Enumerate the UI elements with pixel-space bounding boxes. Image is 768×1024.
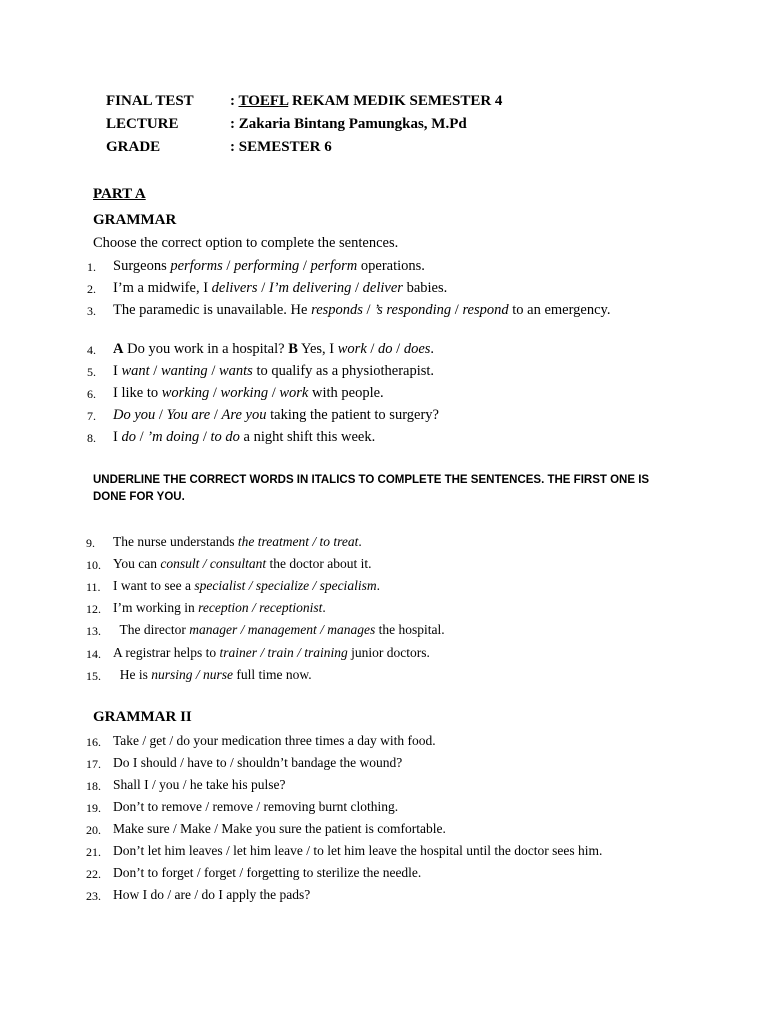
question-text: [113, 556, 633, 572]
lecture-label: LECTURE: [106, 116, 179, 132]
text-run: /: [299, 258, 311, 274]
text-run: I: [113, 363, 122, 379]
text-run: Do you work in a hospital?: [123, 341, 289, 357]
text-run: Shall I / you / he take his pulse?: [113, 777, 286, 792]
text-run: the doctor about it.: [266, 556, 372, 571]
question-text: [113, 534, 633, 550]
italic-option: nursing / nurse: [151, 667, 234, 682]
text-run: Don’t to remove / remove / removing burnt clothing.: [113, 799, 399, 814]
text-run: Yes, I: [297, 341, 338, 357]
text-run: to qualify as a physiotherapist.: [252, 363, 435, 379]
text-run: /: [207, 363, 219, 379]
question-text: [113, 302, 633, 318]
text-run: /: [209, 385, 221, 401]
text-run: junior doctors.: [347, 645, 430, 660]
italic-option: work: [279, 385, 309, 401]
question-number: 17.: [86, 757, 101, 771]
italic-option: manager / management / manages: [189, 622, 376, 637]
question-number: 15.: [86, 669, 101, 683]
text-run: /: [222, 258, 234, 274]
italic-option: reception / receptionist: [198, 600, 323, 615]
question-text: [113, 843, 713, 859]
question-text: [113, 258, 633, 274]
text-run: /: [392, 341, 404, 357]
text-run: babies.: [402, 280, 448, 296]
text-run: /: [351, 280, 363, 296]
question-text: [113, 799, 713, 815]
text-run: /: [149, 363, 161, 379]
italic-option: perform: [310, 258, 358, 274]
question-text: [113, 777, 713, 793]
question-text: [113, 622, 633, 638]
text-run: I: [113, 429, 122, 445]
final-test-rest: REKAM MEDIK SEMESTER 4: [288, 93, 503, 109]
italic-option: working: [220, 385, 269, 401]
question-text: [113, 733, 713, 749]
text-run: I like to: [113, 385, 162, 401]
text-run: full time now.: [233, 667, 312, 682]
italic-option: work: [337, 341, 367, 357]
question-text: [113, 865, 713, 881]
text-run: to an emergency.: [508, 302, 611, 318]
question-text: [113, 600, 633, 616]
text-run: How I do / are / do I apply the pads?: [113, 887, 311, 902]
final-test-label: FINAL TEST: [106, 93, 194, 109]
lecture-value: : Zakaria Bintang Pamungkas, M.Pd: [230, 116, 467, 132]
italic-option: to do: [210, 429, 240, 445]
text-run: a night shift this week.: [239, 429, 376, 445]
speaker-label: A: [113, 341, 124, 357]
question-number: 20.: [86, 823, 101, 837]
question-number: 23.: [86, 889, 101, 903]
text-run: .: [430, 341, 435, 357]
italic-option: the treatment / to treat: [237, 534, 359, 549]
text-run: Take / get / do your medication three times a day with food.: [113, 733, 436, 748]
text-run: /: [257, 280, 269, 296]
grade-label: GRADE: [106, 139, 161, 155]
text-run: the hospital.: [375, 622, 445, 637]
text-run: I’m working in: [113, 600, 199, 615]
text-run: /: [362, 302, 375, 318]
text-run: /: [210, 407, 222, 423]
italic-option: does: [403, 341, 431, 357]
question-number: 14.: [86, 647, 101, 661]
question-text: [113, 755, 713, 771]
question-number: 4.: [87, 343, 96, 357]
question-text: [113, 407, 633, 423]
final-test-value: [230, 93, 502, 110]
question-text: [113, 821, 713, 837]
question-number: 3.: [87, 304, 96, 318]
italic-option: respond: [462, 302, 509, 318]
question-text: [113, 645, 633, 661]
text-run: The director: [113, 622, 190, 637]
italic-option: working: [161, 385, 210, 401]
text-run: /: [155, 407, 167, 423]
question-text: [113, 429, 633, 445]
italic-option: performs: [170, 258, 223, 274]
question-number: 8.: [87, 431, 96, 445]
grammar-title: GRAMMAR: [93, 212, 177, 228]
grammar-ii-title: GRAMMAR II: [93, 709, 192, 725]
question-number: 18.: [86, 779, 101, 793]
italic-option: Do you: [113, 407, 156, 423]
italic-option: You are: [166, 407, 211, 423]
text-run: Do I should / have to / shouldn’t bandage the wound?: [113, 755, 403, 770]
italic-option: Are you: [221, 407, 267, 423]
text-run: A registrar helps to: [113, 645, 220, 660]
question-number: 5.: [87, 365, 96, 379]
italic-option: trainer / train / training: [219, 645, 348, 660]
speaker-label: B: [288, 341, 298, 357]
italic-option: want: [121, 363, 150, 379]
text-run: The nurse understands: [113, 534, 238, 549]
italic-option: deliver: [362, 280, 403, 296]
text-run: /: [199, 429, 211, 445]
question-number: 22.: [86, 867, 101, 881]
grammar-instruction: Choose the correct option to complete the sentences.: [93, 235, 399, 251]
text-run: Don’t to forget / forget / forgetting to sterilize the needle.: [113, 865, 422, 880]
question-number: 12.: [86, 602, 101, 616]
text-run: with people.: [308, 385, 384, 401]
text-run: .: [358, 534, 362, 549]
text-run: .: [322, 600, 326, 615]
question-text: [113, 341, 633, 357]
question-text: [113, 887, 713, 903]
question-number: 13.: [86, 624, 101, 638]
italic-option: I’m delivering: [268, 280, 352, 296]
toefl-word: TOEFL: [238, 93, 289, 109]
part-a-title: PART A: [93, 186, 146, 202]
italic-option: performing: [234, 258, 300, 274]
italic-option: consult / consultant: [160, 556, 267, 571]
text-run: Surgeons: [113, 258, 171, 274]
question-number: 11.: [86, 580, 101, 594]
grade-value: : SEMESTER 6: [230, 139, 332, 155]
text-run: /: [135, 429, 148, 445]
text-run: taking the patient to surgery?: [266, 407, 439, 423]
text-run: He is: [113, 667, 152, 682]
question-number: 19.: [86, 801, 101, 815]
question-number: 16.: [86, 735, 101, 749]
italic-option: do: [121, 429, 136, 445]
text-run: /: [268, 385, 280, 401]
question-text: [113, 385, 633, 401]
italic-option: wanting: [160, 363, 208, 379]
text-run: operations.: [357, 258, 425, 274]
question-number: 21.: [86, 845, 101, 859]
italic-option: wants: [218, 363, 253, 379]
text-run: I’m a midwife, I: [113, 280, 212, 296]
italic-option: delivers: [211, 280, 258, 296]
text-run: .: [376, 578, 380, 593]
italic-option: ’s responding: [374, 302, 452, 318]
question-number: 6.: [87, 387, 96, 401]
text-run: /: [366, 341, 379, 357]
italic-option: do: [378, 341, 393, 357]
question-text: [113, 667, 633, 683]
text-run: The paramedic is unavailable. He: [113, 302, 312, 318]
text-run: You can: [113, 556, 161, 571]
text-run: Make sure / Make / Make you sure the patient is comfortable.: [113, 821, 446, 836]
question-number: 2.: [87, 282, 96, 296]
underline-instruction: UNDERLINE THE CORRECT WORDS IN ITALICS TO COMPLETE THE SENTENCES. THE FIRST ONE IS DONE FOR YOU.: [93, 474, 650, 503]
text-run: Don’t let him leaves / let him leave / to let him leave the hospital until the doctor sees him.: [113, 843, 603, 858]
question-number: 1.: [87, 260, 96, 274]
final-test-prefix: :: [230, 93, 239, 109]
italic-option: responds: [311, 302, 363, 318]
question-text: [113, 280, 633, 296]
question-number: 10.: [86, 558, 101, 572]
question-number: 9.: [86, 536, 95, 550]
text-run: /: [451, 302, 463, 318]
italic-option: ’m doing: [147, 429, 200, 445]
text-run: I want to see a: [113, 578, 195, 593]
italic-option: specialist / specialize / specialism: [194, 578, 377, 593]
question-number: 7.: [87, 409, 96, 423]
question-text: [113, 363, 633, 379]
question-text: [113, 578, 633, 594]
